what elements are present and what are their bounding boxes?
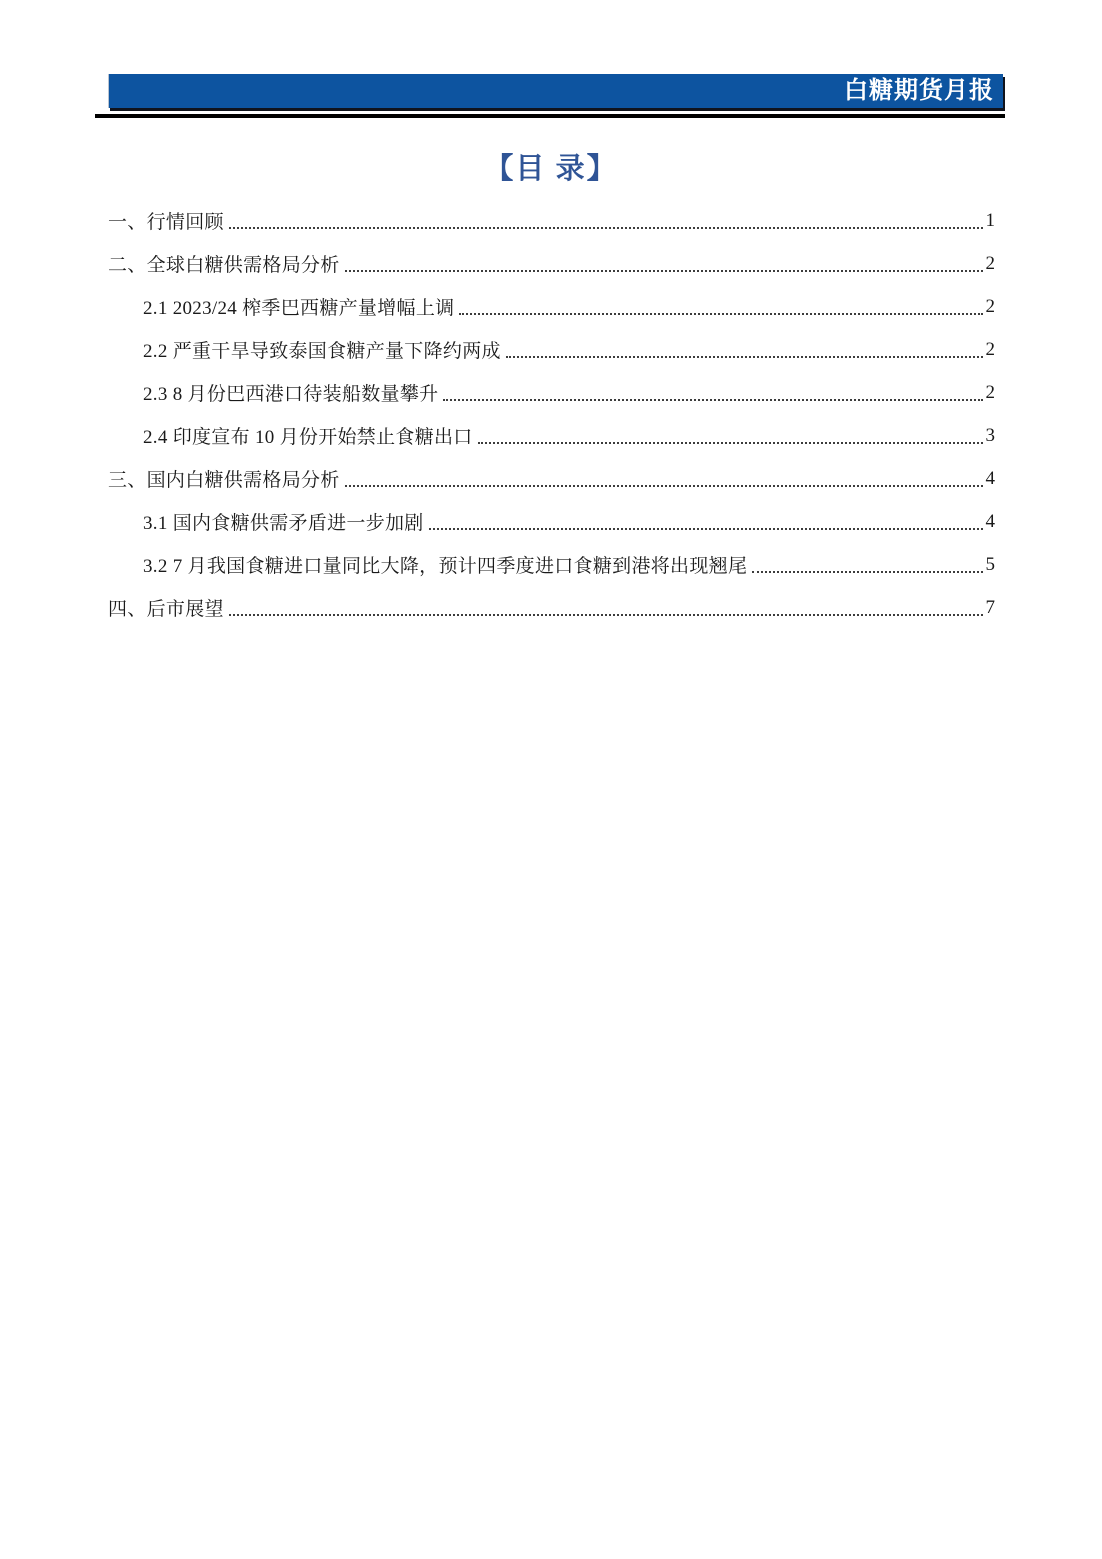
- toc-entry-label: 2.3 8 月份巴西港口待装船数量攀升: [143, 384, 439, 405]
- dot-leader: [459, 313, 982, 315]
- toc-entry-page-number: 2: [985, 252, 995, 274]
- toc-entry-page-number: 2: [985, 295, 995, 317]
- toc-entry-label: 二、全球白糖供需格局分析: [108, 255, 340, 276]
- report-header-title: 白糖期货月报: [844, 77, 994, 104]
- dot-leader: [429, 528, 983, 530]
- toc-entry[interactable]: [108, 457, 995, 500]
- toc-entry-page-number: 2: [985, 338, 995, 360]
- dot-leader: [506, 356, 983, 358]
- header-divider-line: [95, 114, 1005, 118]
- toc-entry[interactable]: [108, 285, 995, 328]
- toc-entry[interactable]: [108, 543, 995, 586]
- dot-leader: [752, 571, 982, 573]
- toc-entry[interactable]: [108, 199, 995, 242]
- report-header-bar: [108, 74, 1003, 108]
- toc-entry-label: 2.4 印度宣布 10 月份开始禁止食糖出口: [143, 427, 473, 448]
- toc-entry-page-number: 1: [985, 209, 995, 231]
- dot-leader: [229, 227, 983, 229]
- toc-entry-label: 3.2 7 月我国食糖进口量同比大降，预计四季度进口食糖到港将出现翘尾: [143, 556, 748, 577]
- toc-entry[interactable]: [108, 328, 995, 371]
- toc-entry-page-number: 7: [985, 596, 995, 618]
- toc-entry-page-number: 3: [985, 424, 995, 446]
- toc-title: 【目 录】: [484, 153, 618, 185]
- toc-entry[interactable]: [108, 242, 995, 285]
- dot-leader: [443, 399, 982, 401]
- table-of-contents: [108, 199, 995, 629]
- toc-entry-label: 三、国内白糖供需格局分析: [108, 470, 340, 491]
- toc-entry-page-number: 4: [985, 510, 995, 532]
- toc-entry-label: 2.2 严重干旱导致泰国食糖产量下降约两成: [143, 341, 501, 362]
- dot-leader: [229, 614, 983, 616]
- toc-entry[interactable]: [108, 371, 995, 414]
- toc-entry[interactable]: [108, 586, 995, 629]
- toc-entry-label: 四、后市展望: [108, 599, 224, 620]
- toc-entry-label: 2.1 2023/24 榨季巴西糖产量增幅上调: [143, 298, 455, 319]
- toc-entry-label: 3.1 国内食糖供需矛盾进一步加剧: [143, 513, 424, 534]
- toc-entry-label: 一、行情回顾: [108, 212, 224, 233]
- dot-leader: [345, 485, 983, 487]
- toc-entry-page-number: 4: [985, 467, 995, 489]
- toc-entry-page-number: 5: [985, 553, 995, 575]
- dot-leader: [478, 442, 983, 444]
- dot-leader: [345, 270, 983, 272]
- toc-entry-page-number: 2: [985, 381, 995, 403]
- toc-entry[interactable]: [108, 500, 995, 543]
- toc-entry[interactable]: [108, 414, 995, 457]
